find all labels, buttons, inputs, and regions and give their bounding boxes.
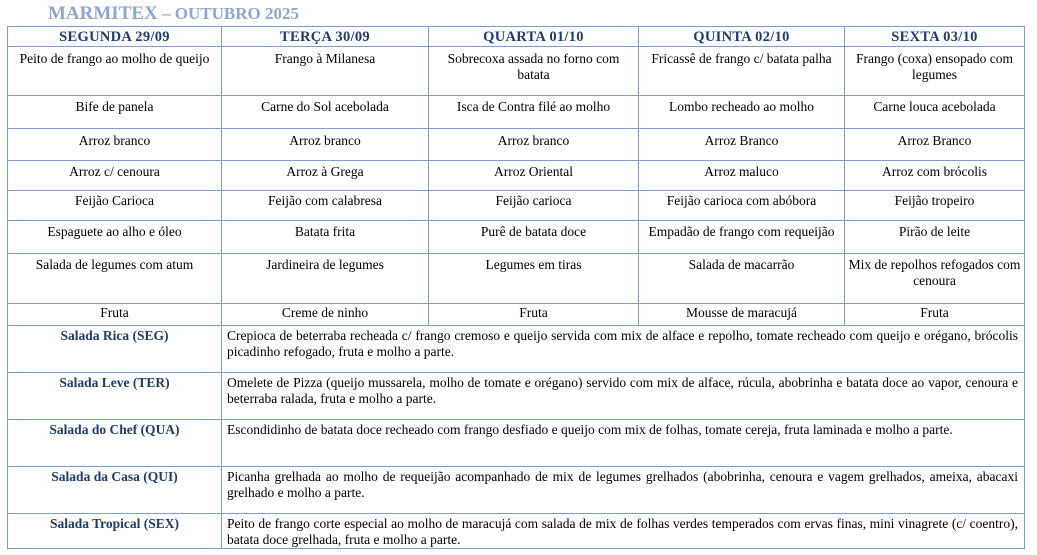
menu-cell: Fruta bbox=[845, 304, 1025, 326]
title-month: OUTUBRO 2025 bbox=[174, 4, 299, 23]
salad-row-leve bbox=[8, 373, 1025, 420]
menu-cell: Arroz branco bbox=[8, 129, 222, 161]
salad-name: Salada do Chef (QUA) bbox=[8, 420, 222, 467]
title-separator: – bbox=[157, 4, 175, 23]
menu-cell: Feijão tropeiro bbox=[845, 191, 1025, 221]
menu-cell: Arroz Oriental bbox=[429, 161, 639, 191]
day-header-wednesday: QUARTA 01/10 bbox=[429, 27, 639, 47]
menu-cell: Arroz com brócolis bbox=[845, 161, 1025, 191]
menu-cell: Isca de Contra filé ao molho bbox=[429, 96, 639, 129]
menu-cell: Fruta bbox=[8, 304, 222, 326]
day-header-friday: SEXTA 03/10 bbox=[845, 27, 1025, 47]
menu-cell: Pirão de leite bbox=[845, 221, 1025, 254]
menu-cell: Carne do Sol acebolada bbox=[222, 96, 429, 129]
menu-cell: Frango à Milanesa bbox=[222, 47, 429, 96]
menu-cell: Arroz branco bbox=[429, 129, 639, 161]
page-title bbox=[48, 3, 299, 25]
menu-cell: Purê de batata doce bbox=[429, 221, 639, 254]
day-header-thursday: QUINTA 02/10 bbox=[639, 27, 845, 47]
salad-row-chef bbox=[8, 420, 1025, 467]
menu-row-side bbox=[8, 221, 1025, 254]
salad-row-casa bbox=[8, 467, 1025, 514]
menu-row-beef bbox=[8, 96, 1025, 129]
menu-row-salad bbox=[8, 254, 1025, 304]
menu-cell: Empadão de frango com requeijão bbox=[639, 221, 845, 254]
menu-cell: Creme de ninho bbox=[222, 304, 429, 326]
title-main: MARMITEX bbox=[48, 3, 158, 24]
menu-cell: Feijão com calabresa bbox=[222, 191, 429, 221]
menu-cell: Fruta bbox=[429, 304, 639, 326]
menu-cell: Frango (coxa) ensopado com legumes bbox=[845, 47, 1025, 96]
menu-cell: Mousse de maracujá bbox=[639, 304, 845, 326]
menu-cell: Espaguete ao alho e óleo bbox=[8, 221, 222, 254]
salad-name: Salada Leve (TER) bbox=[8, 373, 222, 420]
salad-name: Salada da Casa (QUI) bbox=[8, 467, 222, 514]
menu-cell: Lombo recheado ao molho bbox=[639, 96, 845, 129]
day-header-tuesday: TERÇA 30/09 bbox=[222, 27, 429, 47]
salad-row-rica bbox=[8, 326, 1025, 373]
menu-cell: Arroz branco bbox=[222, 129, 429, 161]
menu-row-beans bbox=[8, 191, 1025, 221]
menu-table bbox=[7, 26, 1025, 549]
menu-row-main-dish bbox=[8, 47, 1025, 96]
salad-description: Picanha grelhada ao molho de requeijão acompanhado de mix de legumes grelhados (abobrinha, cenoura e vagem grelhados, ameixa, abacaxi grelhado e molho a parte. bbox=[222, 467, 1025, 514]
menu-cell: Salada de macarrão bbox=[639, 254, 845, 304]
menu-cell: Batata frita bbox=[222, 221, 429, 254]
menu-cell: Legumes em tiras bbox=[429, 254, 639, 304]
menu-cell: Mix de repolhos refogados com cenoura bbox=[845, 254, 1025, 304]
menu-row-special-rice bbox=[8, 161, 1025, 191]
menu-cell: Bife de panela bbox=[8, 96, 222, 129]
menu-cell: Jardineira de legumes bbox=[222, 254, 429, 304]
menu-row-white-rice bbox=[8, 129, 1025, 161]
menu-cell: Sobrecoxa assada no forno com batata bbox=[429, 47, 639, 96]
menu-cell: Arroz à Grega bbox=[222, 161, 429, 191]
menu-cell: Feijão carioca com abóbora bbox=[639, 191, 845, 221]
salad-description: Peito de frango corte especial ao molho de maracujá com salada de mix de folhas verdes temperados com ervas finas, mini vinagrete (c/ coentro), batata doce grelhada, fruta e molho a parte. bbox=[222, 514, 1025, 549]
menu-cell: Arroz maluco bbox=[639, 161, 845, 191]
menu-cell: Fricassê de frango c/ batata palha bbox=[639, 47, 845, 96]
day-header-row bbox=[8, 27, 1025, 47]
day-header-monday: SEGUNDA 29/09 bbox=[8, 27, 222, 47]
menu-cell: Arroz c/ cenoura bbox=[8, 161, 222, 191]
menu-row-dessert bbox=[8, 304, 1025, 326]
menu-cell: Peito de frango ao molho de queijo bbox=[8, 47, 222, 96]
menu-cell: Carne louca acebolada bbox=[845, 96, 1025, 129]
salad-description: Escondidinho de batata doce recheado com frango desfiado e queijo com mix de folhas, tomate cereja, fruta laminada e molho a parte. bbox=[222, 420, 1025, 467]
salad-row-tropical bbox=[8, 514, 1025, 549]
salad-name: Salada Rica (SEG) bbox=[8, 326, 222, 373]
menu-cell: Arroz Branco bbox=[639, 129, 845, 161]
menu-cell: Arroz Branco bbox=[845, 129, 1025, 161]
salad-name: Salada Tropical (SEX) bbox=[8, 514, 222, 549]
menu-cell: Feijão carioca bbox=[429, 191, 639, 221]
menu-cell: Feijão Carioca bbox=[8, 191, 222, 221]
menu-cell: Salada de legumes com atum bbox=[8, 254, 222, 304]
salad-description: Crepioca de beterraba recheada c/ frango cremoso e queijo servida com mix de alface e repolho, tomate recheado com queijo e orégano, brócolis picadinho refogado, fruta e molho a parte. bbox=[222, 326, 1025, 373]
salad-description: Omelete de Pizza (queijo mussarela, molho de tomate e orégano) servido com mix de alface, rúcula, abobrinha e batata doce ao vapor, cenoura e beterraba ralada, fruta e molho a parte. bbox=[222, 373, 1025, 420]
